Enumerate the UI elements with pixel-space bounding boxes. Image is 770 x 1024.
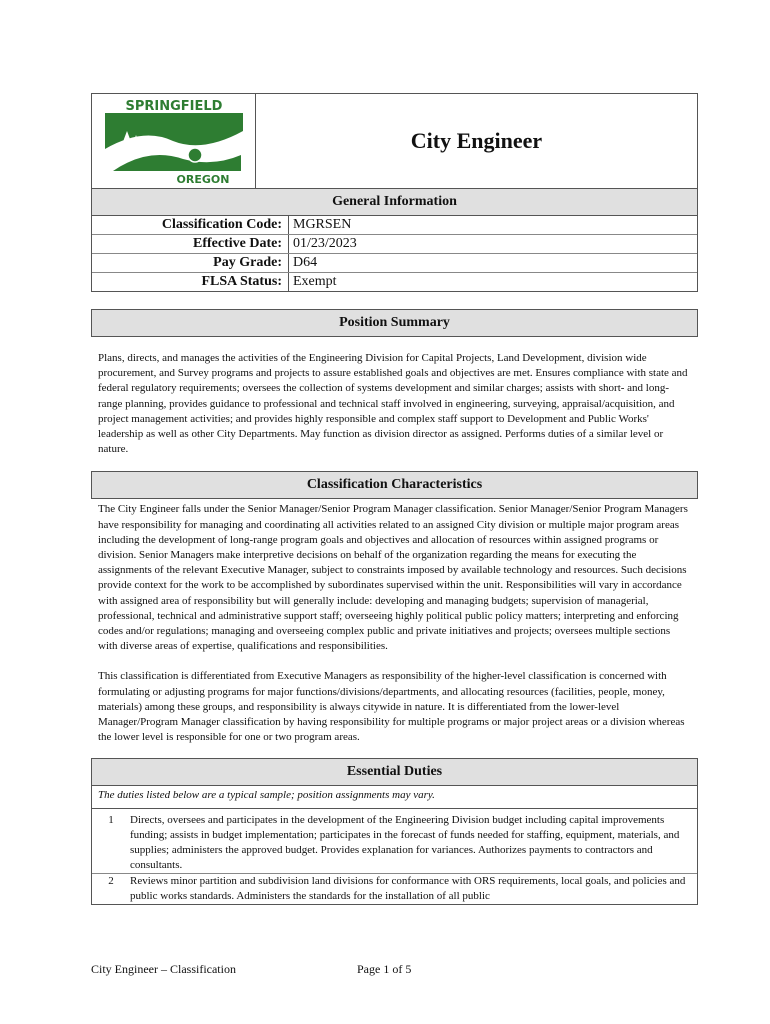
classification-paragraph: The City Engineer falls under the Senior Manager/Senior Program Manager classification. Senior Manager/Senior Program Managers have responsibility for managing and coordinating all activities related to an assigned City division or multiple major program areas including the development of long-range program goals and objectives and allocation of resources within assigned programs or division. Senior Managers make interpretive decisions on behalf of the organization regarding the means for executing the assignments of the relevant Executive Manager, subject to constraints imposed by available technology and resources. Such decisions provide context for the work to be accomplished by subordinates supervised within the unit. Responsibilities will vary in accordance with assigned area of responsibility but will generally include: developing and managing budgets; supervision of managerial, professional, technical and administrative support staff; overseeing highly political public policy matters; interpreting and enforcing codes and/or regulations; managing and overseeing complex public and private initiatives and projects; oversees multiple sections with diverse areas of expertise, qualifications and responsibilities. — [98, 503, 688, 653]
info-value: 01/23/2023 — [293, 236, 357, 251]
document-header — [91, 93, 698, 189]
info-row — [92, 216, 697, 234]
logo-cell — [92, 94, 256, 188]
document-page — [91, 93, 698, 905]
duties-note: The duties listed below are a typical sample; position assignments may vary. — [92, 786, 697, 809]
duty-text: Reviews minor partition and subdivision land divisions for conformance with ORS requirements, local goals, and policies and public works standards. Administers the standards for the installation of all public — [130, 875, 686, 903]
duty-number: 2 — [108, 875, 114, 888]
springfield-oregon-logo — [103, 97, 245, 185]
svg-text:OREGON: OREGON — [176, 173, 229, 185]
classification-heading: Classification Characteristics — [91, 471, 698, 499]
info-label: FLSA Status: — [92, 273, 289, 291]
info-row — [92, 234, 697, 253]
duties-table — [91, 786, 698, 905]
footer-left: City Engineer – Classification — [91, 962, 236, 976]
duty-text: Directs, oversees and participates in the development of the Engineering Division budget including capital improvements funding; assists in budget implementation; participates in the forecast of funds needed for staffing, equipment, materials, and supplies; administers the approved budget. Provides explanation for variances. Authorizes payments to contractors and consultants. — [130, 814, 680, 872]
general-info-table — [91, 216, 698, 292]
info-row — [92, 253, 697, 272]
title-cell — [256, 94, 697, 188]
duty-number: 1 — [108, 814, 114, 827]
page-title: City Engineer — [410, 128, 543, 153]
info-row — [92, 272, 697, 291]
footer-page-number: Page 1 of 5 — [357, 962, 412, 976]
info-label: Pay Grade: — [92, 254, 289, 272]
info-value: Exempt — [293, 274, 337, 289]
info-label: Classification Code: — [92, 216, 289, 234]
info-label: Effective Date: — [92, 235, 289, 253]
general-info-heading: General Information — [91, 189, 698, 216]
position-summary-text: Plans, directs, and manages the activities of the Engineering Division for Capital Projects, Land Development, division wide procurement, and Survey programs and projects to assure established goals and objectives are met. Ensures compliance with state and federal regulatory requirements; oversees the collection of systems development and similar charges; assists with short- and long-range planning, provides guidance to professional and technical staff involved in engineering, surveying, appraisal/acquisition, and project management activities; and provides highly responsible and complex staff support to Development and Public Works' leadership as well as other City Departments. May function as division director as assigned. Performs duties of a similar level or nature. — [98, 352, 688, 456]
svg-text:SPRINGFIELD: SPRINGFIELD — [125, 99, 222, 114]
classification-paragraph: This classification is differentiated from Executive Managers as responsibility of the higher-level classification is concerned with formulating or adjusting programs for major functions/divisions/departments, and allocating resources (facilities, people, money, materials) among these groups, and responsibility is always citywide in nature. It is differentiated from the lower-level Manager/Program Manager classification by having responsibility for multiple programs or major project areas or a division whereas the lower level is responsible for one or two program areas. — [98, 670, 685, 744]
position-summary-heading: Position Summary — [91, 309, 698, 337]
duty-row — [92, 873, 697, 904]
essential-duties-heading: Essential Duties — [91, 758, 698, 786]
info-value: MGRSEN — [293, 217, 352, 232]
duty-row — [92, 809, 697, 873]
info-value: D64 — [293, 255, 318, 270]
